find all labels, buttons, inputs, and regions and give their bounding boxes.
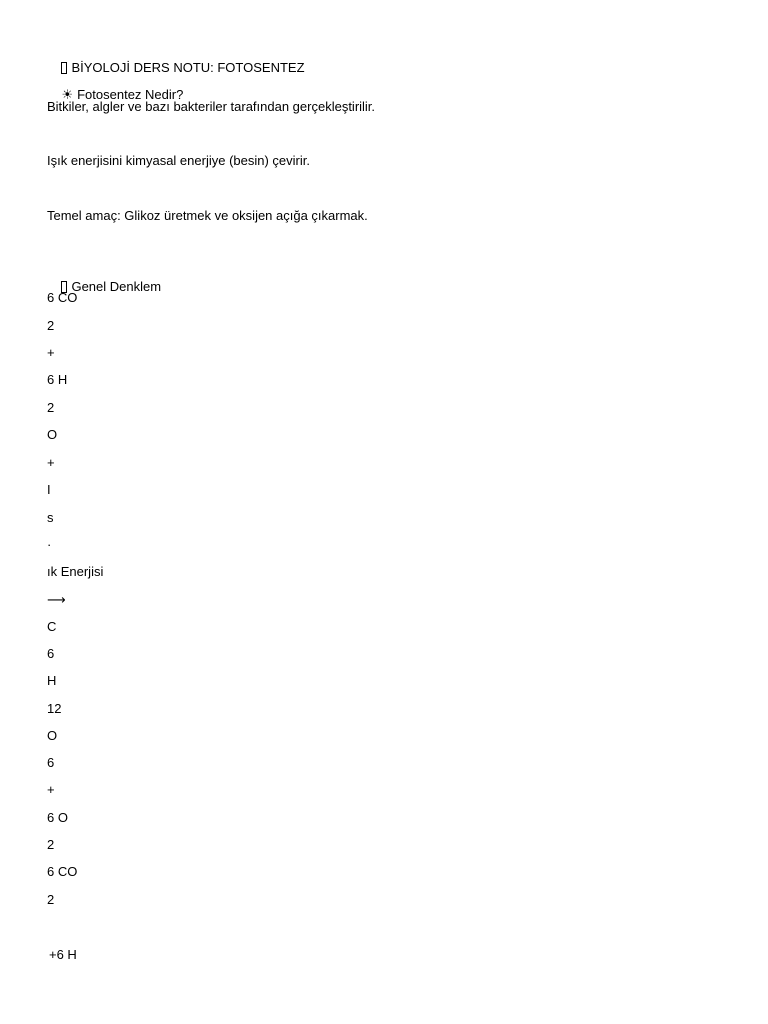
equation-line: ık Enerjisi	[47, 564, 104, 579]
paragraph: Temel amaç: Glikoz üretmek ve oksijen açığa çıkarmak.	[47, 208, 368, 223]
equation-line: +6 H	[49, 947, 77, 962]
paragraph: Işık enerjisini kimyasal enerjiye (besin) çevirir.	[47, 153, 310, 168]
equation-line: 6 O	[47, 810, 68, 825]
equation-line: 6	[47, 755, 55, 770]
equation-line: 6	[47, 646, 55, 661]
equation-line: H	[47, 673, 57, 688]
equation-line: 2	[47, 400, 55, 415]
paragraph: Bitkiler, algler ve bazı bakteriler tarafından gerçekleştirilir.	[47, 99, 376, 114]
equation-line: 2	[47, 837, 55, 852]
equation-line: 12	[47, 701, 62, 716]
equation-line: C	[47, 619, 57, 634]
equation-line: 6 H	[47, 372, 68, 387]
section-heading: Genel Denklem	[71, 279, 162, 294]
sun-icon: ☀	[61, 87, 74, 102]
equation-line: 6 CO	[47, 290, 78, 305]
equation-line: I	[47, 482, 51, 497]
equation-line: O	[47, 427, 58, 442]
equation-line: ⟶	[47, 592, 66, 607]
equation-line: ·	[47, 537, 52, 552]
equation-line: +	[47, 345, 55, 360]
equation-line: 2	[47, 892, 55, 907]
equation-line: s	[47, 510, 54, 525]
equation-line: +	[47, 782, 55, 797]
equation-line: O	[47, 728, 58, 743]
equation-line: 6 CO	[47, 864, 78, 879]
section-heading: Fotosentez Nedir?	[77, 87, 184, 102]
document-title: BİYOLOJİ DERS NOTU: FOTOSENTEZ	[71, 60, 305, 75]
equation-line: +	[47, 455, 55, 470]
equation-line: 2	[47, 318, 55, 333]
